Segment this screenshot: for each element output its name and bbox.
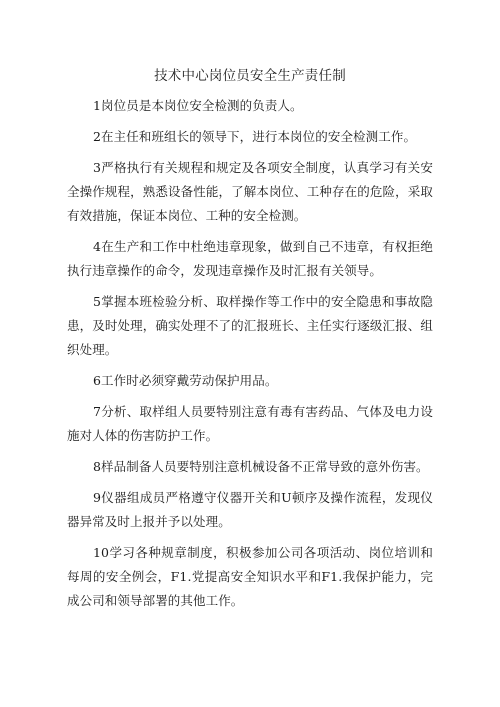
paragraph-7: 7分析、取样组人员要特别注意有毒有害药品、气体及电力设施对人体的伤害防护工作。 [67, 404, 433, 443]
document-title: 技术中心岗位员安全生产责任制 [154, 68, 346, 84]
paragraph-9: 9仪器组成员严格遵守仪器开关和U顿序及操作流程，发现仪器异常及时上报并予以处理。 [67, 490, 433, 529]
paragraph-5: 5掌握本班检验分析、取样操作等工作中的安全隐患和事故隐患，及时处理，确实处理不了的汇报班长、主任实行逐级汇报、组织处理。 [67, 294, 433, 357]
paragraph-4: 4在生产和工作中杜绝违章现象，做到自己不违章，有权拒绝执行违章操作的命令，发现违章操作及时汇报有关领导。 [67, 239, 433, 278]
paragraph-1: 1岗位员是本岗位安全检测的负责人。 [93, 98, 303, 113]
paragraph-2: 2在主任和班组长的领导下，进行本岗位的安全检测工作。 [93, 129, 417, 144]
paragraph-10: 10学习各种规章制度，积极参加公司各项活动、岗位培训和每周的安全例会，F1.党提高安全知识水平和F1.我保护能力，完成公司和领导部署的其他工作。 [67, 545, 433, 608]
paragraph-6: 6工作时必须穿戴劳动保护用品。 [93, 373, 278, 388]
paragraph-3: 3严格执行有关规程和规定及各项安全制度，认真学习有关安全操作规程，熟悉设备性能，了解本岗位、工种存在的危险，采取有效措施，保证本岗位、工种的安全检测。 [67, 160, 433, 223]
paragraph-8: 8样品制备人员要特别注意机械设备不正常导致的意外伤害。 [93, 459, 429, 474]
document-body [67, 94, 433, 620]
